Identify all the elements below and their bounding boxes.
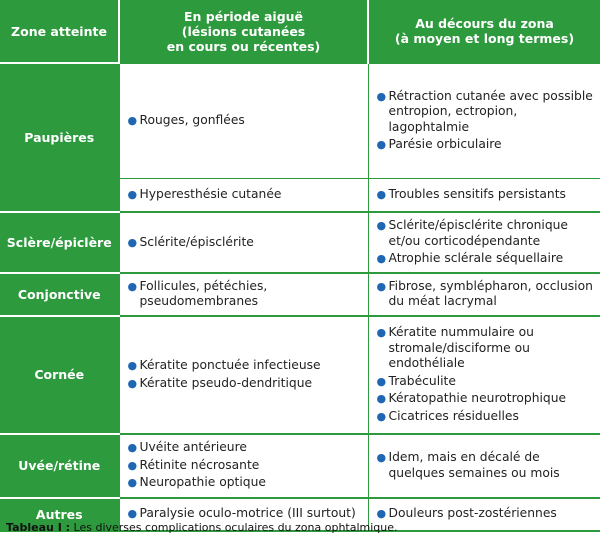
acute-list <box>120 435 368 496</box>
bullet-icon: ● <box>376 507 387 521</box>
later-list <box>369 213 600 272</box>
list-item <box>128 279 362 310</box>
acute-cell <box>119 434 368 498</box>
later-cell <box>368 178 600 212</box>
bullet-icon: ● <box>376 279 387 293</box>
bullet-icon: ● <box>376 326 387 339</box>
table-row <box>0 273 600 316</box>
zone-cell: Uvée/rétine <box>0 434 119 498</box>
later-cell <box>368 434 600 498</box>
list-item <box>128 376 362 392</box>
table-row <box>0 316 600 434</box>
header-acute: En période aiguë (lésions cutanées en cours ou récentes) <box>119 0 368 63</box>
bullet-icon: ● <box>376 89 387 103</box>
bullet-icon: ● <box>376 138 387 152</box>
list-item-text: Kératite ponctuée infectieuse <box>139 358 321 372</box>
list-item <box>128 506 362 522</box>
list-item-text: Idem, mais en décalé de quelques semaines ou mois <box>388 450 560 480</box>
later-cell <box>368 63 600 178</box>
list-item <box>377 325 594 372</box>
list-item <box>377 251 594 267</box>
later-list <box>369 274 600 315</box>
list-item-text: Rétraction cutanée avec possible entropion, ectropion, lagophtalmie <box>388 88 593 134</box>
list-item-text: Sclérite/épisclérite <box>139 234 254 249</box>
list-item <box>377 218 594 249</box>
list-item <box>128 235 362 251</box>
bullet-icon: ● <box>127 235 138 249</box>
list-item-text: Atrophie sclérale séquellaire <box>388 251 564 265</box>
list-item-text: Follicules, pétéchies, pseudomembranes <box>139 278 268 308</box>
table-row <box>0 63 600 178</box>
list-item-text: Trabéculite <box>388 373 456 388</box>
list-item-text: Neuropathie optique <box>139 475 266 490</box>
list-item <box>377 391 594 407</box>
header-later: Au décours du zona (à moyen et long termes) <box>368 0 600 63</box>
list-item-text: Rouges, gonflées <box>139 113 245 127</box>
bullet-icon: ● <box>127 188 138 201</box>
table-row <box>0 434 600 498</box>
later-cell <box>368 212 600 273</box>
list-item-text: Kératite pseudo-dendritique <box>139 375 313 390</box>
acute-cell <box>119 212 368 273</box>
list-item <box>377 506 594 522</box>
list-item <box>377 374 594 390</box>
acute-cell <box>119 63 368 178</box>
list-item-text: Cicatrices résiduelles <box>388 408 519 423</box>
list-item-text: Fibrose, symblépharon, occlusion du méat lacrymal <box>388 278 593 308</box>
later-list <box>369 182 600 208</box>
zone-cell: Sclère/épiclère <box>0 212 119 273</box>
bullet-icon: ● <box>127 476 138 490</box>
list-item-text: Kératopathie neurotrophique <box>388 391 567 405</box>
acute-list <box>120 353 368 396</box>
list-item-text: Douleurs post-zostériennes <box>388 506 557 521</box>
list-item <box>128 187 362 203</box>
later-cell <box>368 316 600 434</box>
list-item <box>377 409 594 425</box>
bullet-icon: ● <box>127 441 138 455</box>
list-item <box>128 358 362 374</box>
list-item <box>128 113 362 129</box>
table-caption <box>6 521 398 534</box>
bullet-icon: ● <box>376 392 387 405</box>
list-item <box>377 187 594 203</box>
bullet-icon: ● <box>376 219 387 232</box>
list-item-text: Paralysie oculo-motrice (III surtout) <box>139 506 356 521</box>
list-item-text: Kératite nummulaire ou stromale/disciforme ou endothéliale <box>388 325 534 370</box>
list-item <box>128 475 362 491</box>
caption-text: Les diverses complications oculaires du zona ophtalmique. <box>70 521 398 534</box>
zone-cell: Conjonctive <box>0 273 119 316</box>
later-list <box>369 501 600 527</box>
list-item <box>128 458 362 474</box>
list-item-text: Troubles sensitifs persistants <box>388 187 566 201</box>
acute-cell <box>119 178 368 212</box>
later-list <box>369 320 600 429</box>
list-item <box>377 89 594 136</box>
zone-cell: Autres <box>0 498 119 531</box>
list-item <box>377 137 594 153</box>
table-header-row <box>0 0 600 63</box>
header-zone: Zone atteinte <box>0 0 119 63</box>
acute-list <box>120 274 368 315</box>
bullet-icon: ● <box>376 409 387 423</box>
acute-list <box>120 182 368 208</box>
bullet-icon: ● <box>127 114 138 127</box>
acute-list <box>120 230 368 256</box>
list-item-text: Parésie orbiculaire <box>388 137 502 152</box>
caption-label: Tableau I : <box>6 521 71 534</box>
bullet-icon: ● <box>127 458 138 472</box>
bullet-icon: ● <box>376 451 387 464</box>
list-item-text: Rétinite nécrosante <box>139 457 260 472</box>
bullet-icon: ● <box>376 252 387 265</box>
acute-cell <box>119 273 368 316</box>
list-item-text: Uvéite antérieure <box>139 440 247 455</box>
list-item-text: Sclérite/épisclérite chronique et/ou corticodépendante <box>388 218 568 248</box>
later-list <box>369 84 600 158</box>
bullet-icon: ● <box>127 359 138 372</box>
list-item <box>128 440 362 456</box>
bullet-icon: ● <box>127 279 138 293</box>
later-cell <box>368 273 600 316</box>
list-item <box>377 450 594 481</box>
acute-cell <box>119 316 368 434</box>
table-body <box>0 63 600 531</box>
list-item-text: Hyperesthésie cutanée <box>139 187 282 201</box>
table-row <box>0 212 600 273</box>
acute-list <box>120 108 368 134</box>
later-cell <box>368 498 600 531</box>
zone-cell: Cornée <box>0 316 119 434</box>
list-item <box>377 279 594 310</box>
bullet-icon: ● <box>127 376 138 390</box>
bullet-icon: ● <box>376 374 387 388</box>
bullet-icon: ● <box>376 188 387 201</box>
bullet-icon: ● <box>127 507 138 521</box>
zone-cell: Paupières <box>0 63 119 212</box>
later-list <box>369 445 600 486</box>
